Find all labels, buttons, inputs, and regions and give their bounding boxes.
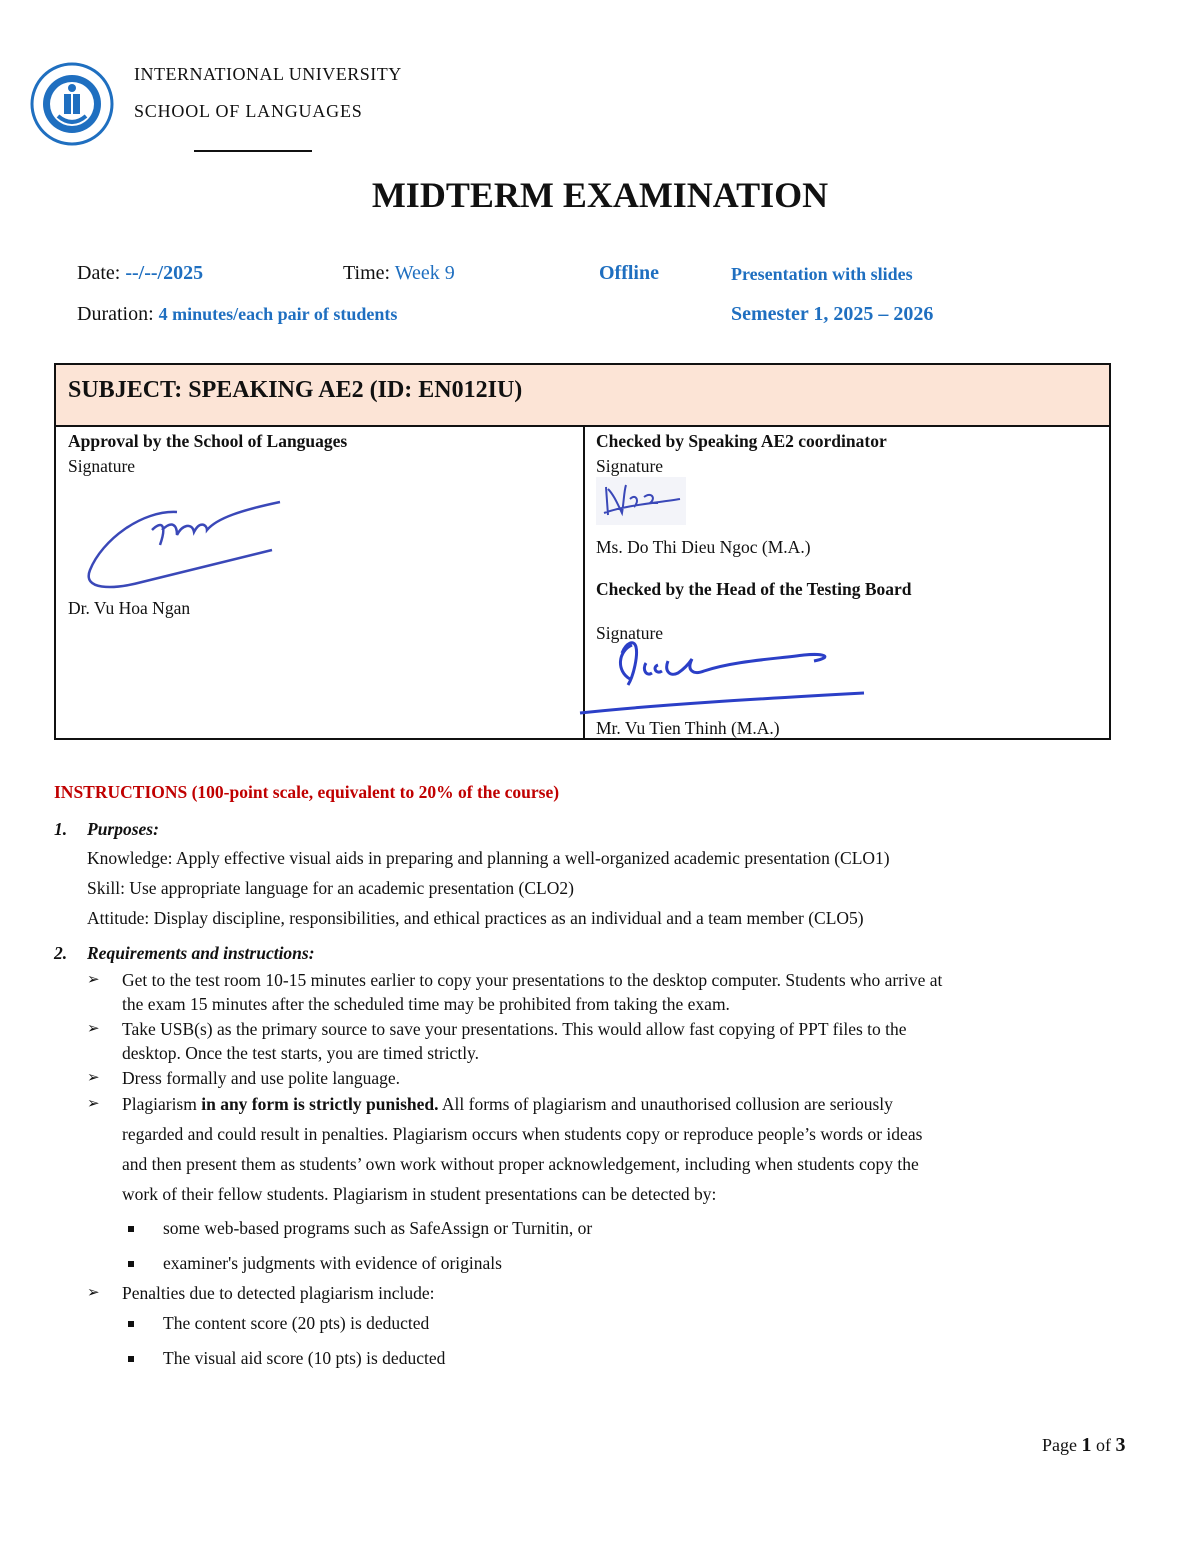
requirement-2-line-1: Take USB(s) as the primary source to save your presentations. This would allow fast copying of PPT files to the [122,1019,907,1039]
requirement-5: Penalties due to detected plagiarism include: [122,1283,435,1303]
school-name: SCHOOL OF LANGUAGES [134,101,363,121]
page-label: Page [1042,1435,1077,1455]
page-indicator [1042,1434,1126,1457]
date-field [77,262,203,285]
detection-method-1: some web-based programs such as SafeAssign or Turnitin, or [163,1218,593,1238]
arrow-bullet-icon: ➢ [87,1285,100,1301]
penalty-1: The content score (20 pts) is deducted [163,1313,430,1333]
plagiarism-emphasis: in any form is strictly punished. [201,1094,439,1114]
signature-ngan [82,490,312,600]
testing-board-signature-label: Signature [596,623,664,643]
page-title: MIDTERM EXAMINATION [371,175,829,215]
time-value: Week 9 [394,262,455,284]
detection-method-2: examiner's judgments with evidence of originals [163,1253,502,1273]
header-divider [194,150,312,152]
coordinator-heading: Checked by Speaking AE2 coordinator [596,431,887,451]
arrow-bullet-icon: ➢ [87,972,100,988]
page-number: 1 [1081,1434,1092,1456]
coordinator-name: Ms. Do Thi Dieu Ngoc (M.A.) [596,537,811,557]
requirement-4-line-4: work of their fellow students. Plagiarism in student presentations can be detected by: [122,1184,717,1204]
time-field [343,262,455,285]
date-value: --/--/2025 [125,262,204,284]
university-name: INTERNATIONAL UNIVERSITY [134,64,402,84]
coordinator-signature-label: Signature [596,456,664,476]
square-bullet-icon [128,1261,134,1267]
plagiarism-word: Plagiarism [122,1094,197,1114]
requirement-1-line-2: the exam 15 minutes after the scheduled time may be prohibited from taking the exam. [122,994,730,1014]
purpose-skill: Skill: Use appropriate language for an academic presentation (CLO2) [87,878,574,898]
requirement-3: Dress formally and use polite language. [122,1068,400,1088]
requirement-2-line-2: desktop. Once the test starts, you are timed strictly. [122,1043,480,1063]
duration-label: Duration: [77,303,154,325]
left-signer-name: Dr. Vu Hoa Ngan [68,598,191,618]
university-logo [30,62,114,146]
exam-mode: Offline [599,262,659,284]
section-2-title: Requirements and instructions: [87,943,315,963]
arrow-bullet-icon: ➢ [87,1096,100,1112]
testing-board-name: Mr. Vu Tien Thinh (M.A.) [596,718,780,738]
exam-format: Presentation with slides [731,264,913,284]
plagiarism-continuation: All forms of plagiarism and unauthorised collusion are seriously [441,1094,893,1114]
purpose-knowledge: Knowledge: Apply effective visual aids in preparing and planning a well-organized academic presentation (CLO1) [87,848,890,868]
approval-table [54,363,1111,740]
left-signature-label: Signature [68,456,136,476]
instructions-heading: INSTRUCTIONS (100-point scale, equivalent to 20% of the course) [54,782,560,802]
penalty-2: The visual aid score (10 pts) is deducted [163,1348,446,1368]
arrow-bullet-icon: ➢ [87,1021,100,1037]
signature-ngoc [596,477,686,525]
square-bullet-icon [128,1356,134,1362]
signature-thinh [574,635,874,725]
date-label: Date: [77,262,121,284]
section-1-number: 1. [54,819,68,839]
section-1-title: Purposes: [87,819,159,839]
subject-heading: SUBJECT: SPEAKING AE2 (ID: EN012IU) [56,365,1109,427]
arrow-bullet-icon: ➢ [87,1070,100,1086]
duration-field [77,303,397,326]
page-total: 3 [1115,1434,1126,1456]
square-bullet-icon [128,1321,134,1327]
requirement-1-line-1: Get to the test room 10-15 minutes earlier to copy your presentations to the desktop computer. Students who arrive at [122,970,943,990]
purpose-attitude: Attitude: Display discipline, responsibilities, and ethical practices as an individual and a team member (CLO5) [87,908,864,928]
left-approval-heading: Approval by the School of Languages [68,431,348,451]
testing-board-heading: Checked by the Head of the Testing Board [596,579,912,599]
square-bullet-icon [128,1226,134,1232]
time-label: Time: [343,262,391,284]
section-2-number: 2. [54,943,68,963]
duration-value: 4 minutes/each pair of students [158,304,398,324]
requirement-4-line-2: regarded and could result in penalties. Plagiarism occurs when students copy or reproduce people’s words or ideas [122,1124,923,1144]
semester: Semester 1, 2025 – 2026 [731,303,934,325]
of-label: of [1096,1435,1111,1455]
requirement-4-line-3: and then present them as students’ own work without proper acknowledgement, including when students copy the [122,1154,919,1174]
requirement-4-line-1 [122,1092,893,1117]
